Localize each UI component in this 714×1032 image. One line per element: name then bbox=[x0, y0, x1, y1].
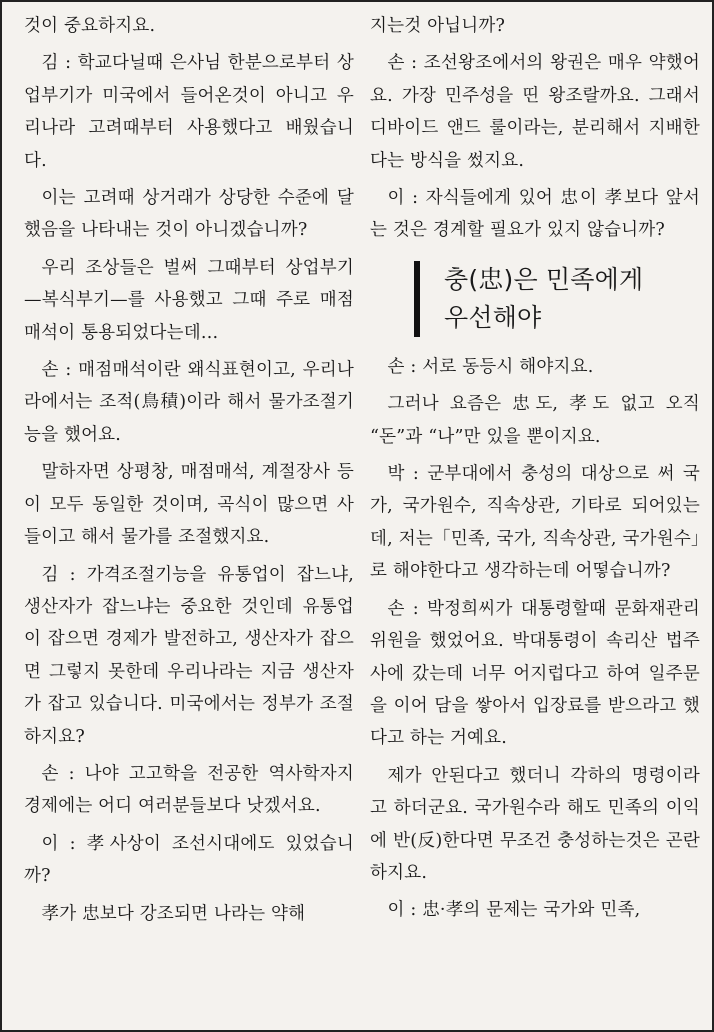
section-heading bbox=[414, 261, 700, 337]
paragraph: 김 : 가격조절기능을 유통업이 잡느냐, 생산자가 잡느냐는 중요한 것인데 유통업이 잡으면 경제가 발전하고, 생산자가 잡으면 그렇지 못한데 우리나라는 지금 생산자가 잡고 있습니다. 미국에서는 정부가 조절하지요? bbox=[24, 564, 354, 747]
paragraph: 손 : 매점매석이란 왜식표현이고, 우리나라에서는 조적(鳥積)이라 해서 물가조절기능을 했어요. bbox=[24, 360, 354, 445]
paragraph: 그러나 요즘은 忠도, 孝도 없고 오직 “돈”과 “나”만 있을 뿐이지요. bbox=[370, 394, 700, 447]
paragraph: 것이 중요하지요. bbox=[24, 16, 156, 36]
paragraph: 손 : 박정희씨가 대통령할때 문화재관리위원을 했었어요. 박대통령이 속리산 법주사에 갔는데 너무 어지럽다고 하여 일주문을 이어 담을 쌓아서 입장료를 받으라고 했다고 하는 거예요. bbox=[370, 598, 700, 749]
paragraph: 손 : 서로 동등시 해야지요. bbox=[387, 356, 594, 377]
paragraph: 이 : 자식들에게 있어 忠이 孝보다 앞서는 것은 경계할 필요가 있지 않습니까? bbox=[370, 188, 700, 241]
left-column bbox=[24, 10, 354, 935]
section-heading-line-2: 우선해야 bbox=[444, 302, 542, 332]
paragraph: 지는것 아닙니까? bbox=[370, 16, 506, 36]
paragraph: 孝가 忠보다 강조되면 나라는 약해 bbox=[41, 903, 306, 924]
paragraph: 말하자면 상평창, 매점매석, 계절장사 등이 모두 동일한 것이며, 곡식이 많으면 사들이고 해서 물가를 조절했지요. bbox=[24, 462, 354, 548]
paragraph: 우리 조상들은 벌써 그때부터 상업부기—복식부기—를 사용했고 그때 주로 매점매석이 통용되었다는데… bbox=[24, 257, 354, 343]
paragraph: 이는 고려때 상거래가 상당한 수준에 달했음을 나타내는 것이 아니겠습니까? bbox=[24, 188, 354, 241]
right-column bbox=[370, 10, 700, 932]
paragraph: 김 : 학교다닐때 은사님 한분으로부터 상업부기가 미국에서 들어온것이 아니고 우리나라 고려때부터 사용했다고 배웠습니다. bbox=[24, 53, 354, 171]
paragraph: 제가 안된다고 했더니 각하의 명령이라고 하더군요. 국가원수라 해도 민족의 이익에 반(反)한다면 무조건 충성하는것은 곤란하지요. bbox=[370, 765, 700, 883]
paragraph: 이 : 孝사상이 조선시대에도 있었습니까? bbox=[24, 833, 354, 887]
paragraph: 손 : 나야 고고학을 전공한 역사학자지 경제에는 어디 여러분들보다 낫겠서요. bbox=[24, 763, 354, 817]
paragraph: 이 : 忠·孝의 문제는 국가와 민족, bbox=[387, 900, 641, 921]
paragraph: 손 : 조선왕조에서의 왕권은 매우 약했어요. 가장 민주성을 띤 왕조랄까요. 그래서 디바이드 앤드 룰이라는, 분리해서 지배한다는 방식을 썼지요. bbox=[370, 53, 700, 171]
paragraph: 박 : 군부대에서 충성의 대상으로 써 국가, 국가원수, 직속상관, 기타로 되어있는데, 저는「민족, 국가, 직속상관, 국가원수」로 해야한다고 생각하는데 어떻습니까? bbox=[370, 464, 700, 582]
section-heading-line-1: 충(忠)은 민족에게 bbox=[444, 264, 644, 294]
